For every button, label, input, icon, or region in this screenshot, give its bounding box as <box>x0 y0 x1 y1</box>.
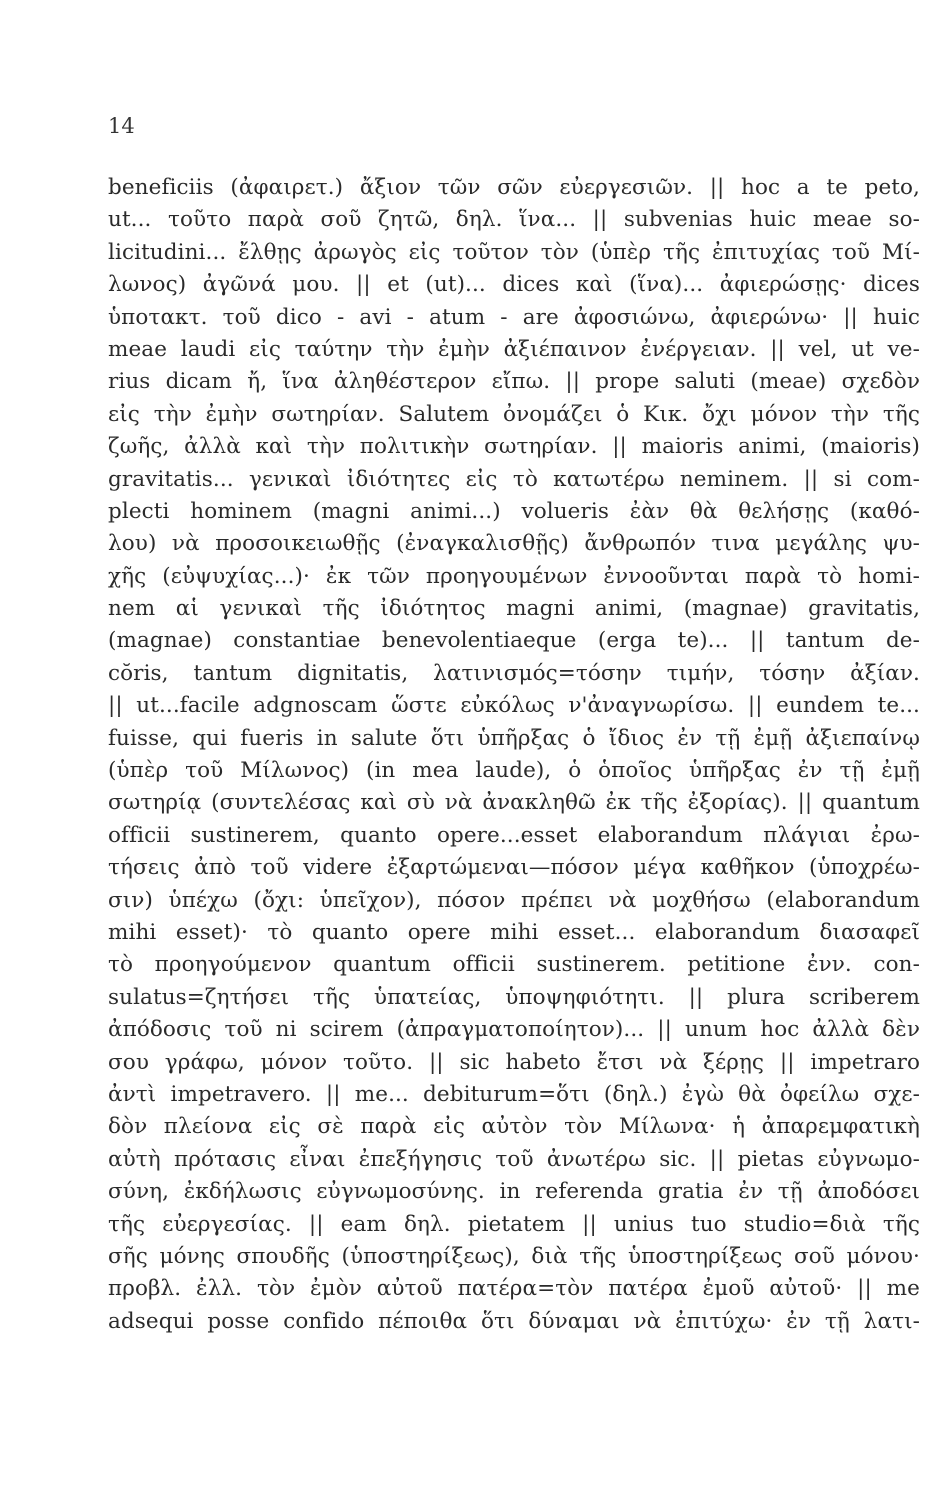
text-line: χῆς (εὐψυχίας...)· ἐκ τῶν προηγουμένων ἐννοοῦνται παρὰ τὸ homi- <box>108 563 920 589</box>
text-line: mihi esset)· τὸ quanto opere mihi esset... elaborandum διασαφεῖ <box>108 919 920 945</box>
text-line: rius dicam ἤ, ἵνα ἀληθέστερον εἴπω. || prope saluti (meae) σχεδὸν <box>108 369 920 395</box>
text-line: ut... τοῦτο παρὰ σοῦ ζητῶ, δηλ. ἵνα... || subvenias huic meae so- <box>108 207 920 233</box>
text-line: beneficiis (ἀφαιρετ.) ἄξιον τῶν σῶν εὐεργεσιῶν. || hoc a te peto, <box>108 175 920 200</box>
text-line: licitudini... ἔλθῃς ἀρωγὸς εἰς τοῦτον τὸν (ὑπὲρ τῆς ἐπιτυχίας τοῦ Μί- <box>108 239 920 265</box>
page-number: 14 <box>108 114 135 138</box>
text-line: || ut...facile adgnoscam ὥστε εὐκόλως ν'ἀναγνωρίσω. || eundem te... <box>108 693 920 719</box>
text-line: σωτηρίᾳ (συντελέσας καὶ σὺ νὰ ἀνακληθῶ ἐκ τῆς ἐξορίας). || quantum <box>108 790 920 816</box>
text-line: adsequi posse confido πέποιθα ὅτι δύναμαι νὰ ἐπιτύχω· ἐν τῇ λατι- <box>108 1308 920 1334</box>
text-line: officii sustinerem, quanto opere...esset elaborandum πλάγιαι ἐρω- <box>108 822 920 848</box>
text-line: σιν) ὑπέχω (ὄχι: ὑπεῖχον), πόσον πρέπει νὰ μοχθήσω (elaborandum <box>108 887 920 913</box>
text-line: σύνη, ἐκδήλωσις εὐγνωμοσύνης. in referenda gratia ἐν τῇ ἀποδόσει <box>108 1179 920 1205</box>
body-text <box>108 172 920 1338</box>
text-line: τῆς εὐεργεσίας. || eam δηλ. pietatem || unius tuo studio=διὰ τῆς <box>108 1211 920 1237</box>
text-line: (ὑπὲρ τοῦ Μίλωνος) (in mea laude), ὁ ὁποῖος ὑπῆρξας ἐν τῇ ἐμῇ <box>108 758 920 784</box>
text-line: σῆς μόνης σπουδῆς (ὑποστηρίξεως), διὰ τῆς ὑποστηρίξεως σοῦ μόνου· <box>108 1243 920 1269</box>
text-line: αὐτὴ πρότασις εἶναι ἐπεξήγησις τοῦ ἀνωτέρω sic. || pietas εὐγνωμο- <box>108 1146 920 1172</box>
text-line: meae laudi εἰς ταύτην τὴν ἐμὴν ἀξιέπαινον ἐνέργειαν. || vel, ut ve- <box>108 336 920 362</box>
text-line: λου) νὰ προσοικειωθῇς (ἐναγκαλισθῇς) ἄνθρωπόν τινα μεγάλης ψυ- <box>108 531 920 557</box>
text-line: cŏris, tantum dignitatis, λατινισμός=τόσην τιμήν, τόσην ἀξίαν. <box>108 660 920 686</box>
text-line: λωνος) ἀγῶνά μου. || et (ut)... dices καὶ (ἵνα)... ἀφιερώσῃς· dices <box>108 272 920 298</box>
text-line: ἀντὶ impetravero. || me... debiturum=ὅτι (δηλ.) ἐγὼ θὰ ὀφείλω σχε- <box>108 1081 920 1107</box>
text-line: (magnae) constantiae benevolentiaeque (erga te)... || tantum de- <box>108 628 920 654</box>
text-line: fuisse, qui fueris in salute ὅτι ὑπῆρξας ὁ ἴδιος ἐν τῇ ἐμῇ ἀξιεπαίνῳ <box>108 725 920 751</box>
text-line: ζωῆς, ἀλλὰ καὶ τὴν πολιτικὴν σωτηρίαν. || maioris animi, (maioris) <box>108 434 920 460</box>
text-line: τὸ προηγούμενον quantum officii sustinerem. petitione ἐνν. con- <box>108 952 920 978</box>
text-line: ὑποτακτ. τοῦ dico - avi - atum - are ἀφοσιώνω, ἀφιερώνω· || huic <box>108 304 920 330</box>
text-line: δὸν πλείονα εἰς σὲ παρὰ εἰς αὐτὸν τὸν Μίλωνα· ἡ ἀπαρεμφατικὴ <box>108 1114 920 1140</box>
text-line: nem αἱ γενικαὶ τῆς ἰδιότητος magni animi, (magnae) gravitatis, <box>108 596 920 622</box>
text-line: σου γράφω, μόνον τοῦτο. || sic habeto ἔτσι νὰ ξέρῃς || impetraro <box>108 1049 920 1075</box>
text-line: sulatus=ζητήσει τῆς ὑπατείας, ὑποψηφιότητι. || plura scriberem <box>108 984 920 1010</box>
text-line: plecti hominem (magni animi...) volueris ἐὰν θὰ θελήσῃς (καθό- <box>108 498 920 524</box>
text-line: εἰς τὴν ἐμὴν σωτηρίαν. Salutem ὀνομάζει ὁ Κικ. ὄχι μόνον τὴν τῆς <box>108 401 920 427</box>
text-line: ἀπόδοσις τοῦ ni scirem (ἀπραγματοποίητον)... || unum hoc ἀλλὰ δὲν <box>108 1017 920 1043</box>
text-line: gravitatis... γενικαὶ ἰδιότητες εἰς τὸ κατωτέρω neminem. || si com- <box>108 466 920 492</box>
text-line: τήσεις ἀπὸ τοῦ videre ἐξαρτώμεναι—πόσον μέγα καθῆκον (ὑποχρέω- <box>108 855 920 881</box>
text-line: προβλ. ἐλλ. τὸν ἐμὸν αὐτοῦ πατέρα=τὸν πατέρα ἐμοῦ αὐτοῦ· || me <box>108 1276 920 1302</box>
